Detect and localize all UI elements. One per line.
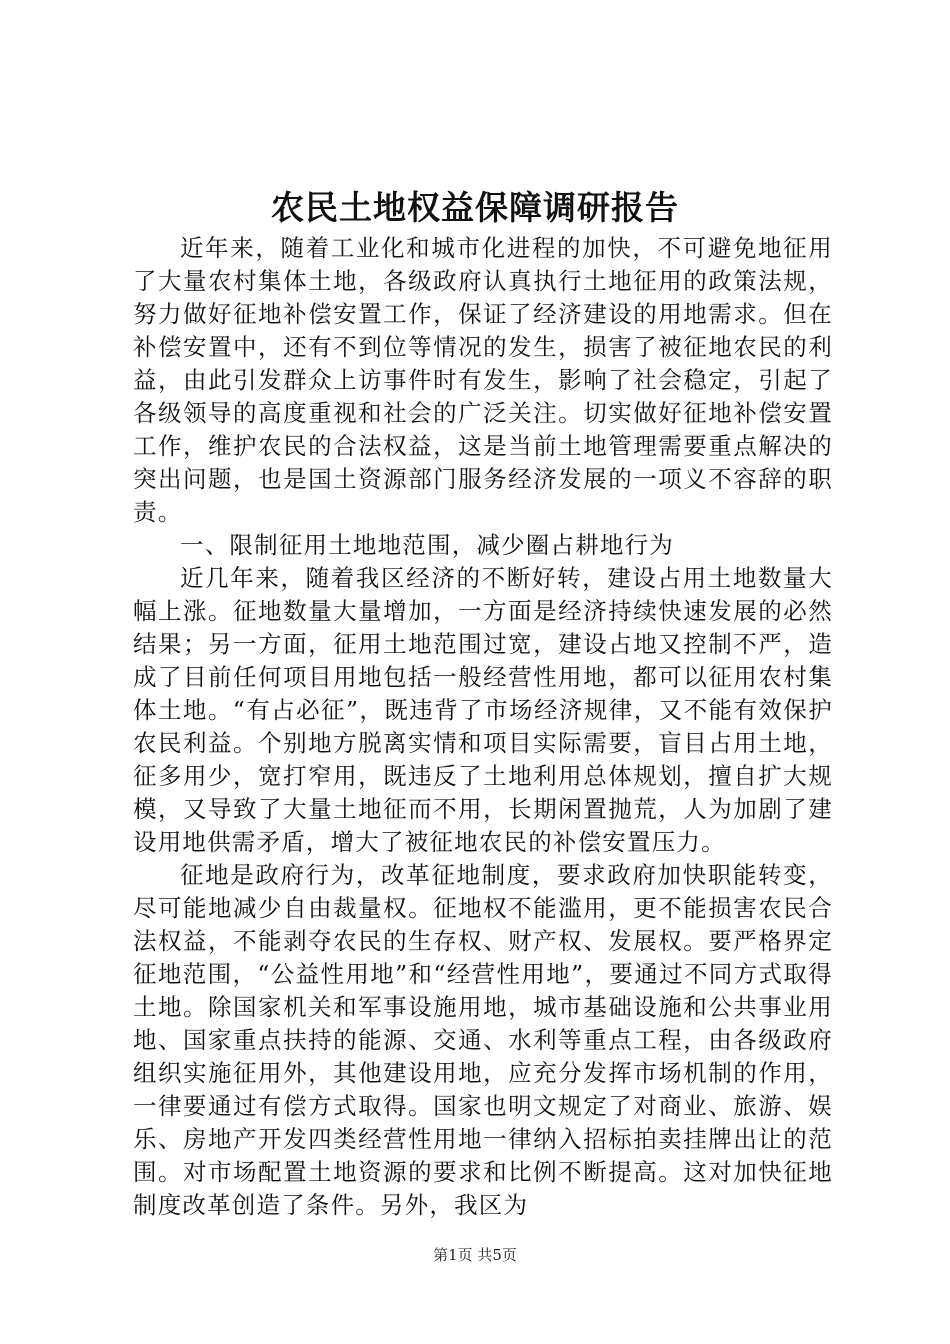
section-heading-1: 一、限制征用土地地范围，减少圈占耕地行为 bbox=[180, 531, 674, 559]
paragraph-section-1-continued: 征地是政府行为，改革征地制度，要求政府加快职能转变，尽可能地减少自由裁量权。征地权不能滥用，更不能损害农民合法权益，不能剥夺农民的生存权、财产权、发展权。要严格界定征地范围，“公益性用地”和“经营性用地”，要通过不同方式取得土地。除国家机关和军事设施用地，城市基础设施和公共事业用地、国家重点扶持的能源、交通、水利等重点工程，由各级政府组织实施征用外，其他建设用地，应充分发挥市场机制的作用，一律要通过有偿方式取得。国家也明文规定了对商业、旅游、娱乐、房地产开发四类经营性用地一律纳入招标拍卖挂牌出让的范围。对市场配置土地资源的要求和比例不断提高。这对加快征地制度改革创造了条件。另外，我区为 bbox=[133, 861, 833, 1219]
paragraph-section-1: 近几年来，随着我区经济的不断好转，建设占用土地数量大幅上涨。征地数量大量增加，一方面是经济持续快速发展的必然结果；另一方面，征用土地范围过宽，建设占地又控制不严，造成了目前任何项目用地包括一般经营性用地，都可以征用农村集体土地。“有占必征”，既违背了市场经济规律，又不能有效保护农民利益。个别地方脱离实情和项目实际需要，盲目占用土地，征多用少，宽打窄用，既违反了土地利用总体规划，擅自扩大规模，又导致了大量土地征而不用，长期闲置抛荒，人为加剧了建设用地供需矛盾，增大了被征地农民的补偿安置压力。 bbox=[133, 564, 833, 856]
paragraph-intro: 近年来，随着工业化和城市化进程的加快，不可避免地征用了大量农村集体土地，各级政府认真执行土地征用的政策法规，努力做好征地补偿安置工作，保证了经济建设的用地需求。但在补偿安置中，还有不到位等情况的发生，损害了被征地农民的利益，由此引发群众上访事件时有发生，影响了社会稳定，引起了各级领导的高度重视和社会的广泛关注。切实做好征地补偿安置工作，维护农民的合法权益，这是当前土地管理需要重点解决的突出问题，也是国土资源部门服务经济发展的一项义不容辞的职责。 bbox=[133, 234, 833, 526]
page-footer: 第1页 共5页 bbox=[433, 1246, 517, 1264]
document-title: 农民土地权益保障调研报告 bbox=[271, 188, 679, 227]
document-body bbox=[133, 232, 833, 1222]
